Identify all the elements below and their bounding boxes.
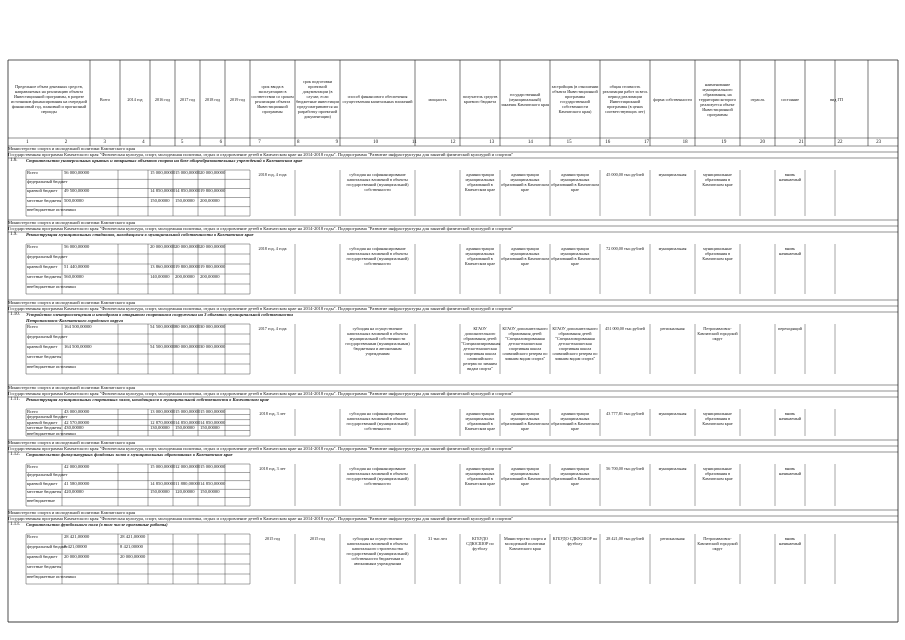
fin-source-label: внебюджетные источники bbox=[27, 574, 76, 579]
fin-source-label: краевой бюджет bbox=[27, 264, 58, 269]
program-row: Государственная программа Камчатского края "Физическая культура, спорт, молодежная политика, отдых и оздоровление детей в Камчатском крае на 2014-2018 годы". Подпрограмма "Развитие инфраструктуры для занятий физической культурой и спортом" bbox=[8, 226, 514, 231]
header-cell: 2019 год bbox=[229, 96, 246, 102]
header-cell: 2018 год bbox=[204, 96, 221, 102]
fin-2016-value: 130,00000 bbox=[150, 425, 170, 431]
cell-kind bbox=[806, 536, 834, 586]
cell-capacity bbox=[416, 326, 459, 376]
fin-2016-value: 150,00000 bbox=[150, 197, 170, 203]
fin-total-value: 51 440,00000 bbox=[64, 264, 90, 269]
header-cell: форма собственности bbox=[653, 96, 692, 102]
fin-source-label: краевой бюджет bbox=[27, 554, 58, 559]
column-number: 11 bbox=[411, 140, 417, 145]
header-cell: состояние bbox=[781, 96, 799, 102]
fin-source-label: федеральный бюджет bbox=[27, 254, 68, 259]
fin-total-value: 500,00000 bbox=[64, 197, 84, 203]
cell-industry bbox=[741, 326, 774, 376]
fin-2018-value: 14 850,00000 bbox=[200, 480, 226, 486]
cell-term: 2015 год bbox=[264, 536, 281, 541]
cell-industry bbox=[741, 466, 774, 508]
cell-cost: 56 700,00 тыс.рублей bbox=[606, 466, 644, 471]
fin-source-label: федеральный бюджет bbox=[27, 544, 68, 549]
header-cell: Предельное объем денежных средств, направляемых на реализацию объекта Инвестиционной программы, в разрезе источников финансирования на очередной финансовый год, плановый и прогнозный периоды bbox=[11, 84, 87, 114]
item-number: 1.12. bbox=[10, 452, 20, 457]
column-number: 15 bbox=[566, 140, 572, 145]
cell-state: вновь начинаемый bbox=[779, 411, 801, 421]
cell-recipient: администрации муниципальных образований в Камчатском крае bbox=[464, 466, 496, 486]
fin-source-label: местные бюджеты bbox=[27, 274, 62, 279]
column-number: 19 bbox=[721, 140, 727, 145]
program-row: Государственная программа Камчатского края "Физическая культура, спорт, молодежная политика, отдых и оздоровление детей в Камчатском крае на 2014-2018 годы". Подпрограмма "Развитие инфраструктуры для занятий физической культурой и спортом" bbox=[8, 152, 514, 157]
column-number: 2 bbox=[64, 140, 68, 145]
header-cell: 2017 год bbox=[179, 96, 196, 102]
cell-industry bbox=[741, 411, 774, 438]
fin-source-label: местные бюджеты bbox=[27, 354, 62, 359]
fin-2017-value: 14 850,00000 bbox=[175, 419, 201, 425]
cell-developer: администрации муниципальных образований в Камчатском крае bbox=[551, 172, 599, 192]
cell-capacity bbox=[416, 172, 459, 218]
fin-2016-value: 12 870,00000 bbox=[150, 419, 176, 425]
cell-kind bbox=[806, 411, 834, 438]
header-cell: вид ГП bbox=[830, 96, 843, 102]
fin-2018-value: 15 000,00000 bbox=[200, 464, 226, 469]
fin-source-label: местные бюджеты bbox=[27, 197, 62, 203]
column-number: 10 bbox=[373, 140, 379, 145]
cell-recipient: КГАОУ дополнительного образования детей "Специализированная детско-юношеская спортивная школа олимпийского резерва по зимним видам спорта" bbox=[461, 326, 501, 371]
fin-2016-value: 14 850,00000 bbox=[150, 480, 176, 486]
ministry-row: Министерство спорта и молодежной политики Камчатского края bbox=[8, 300, 136, 305]
fin-2016-value: 13 860,00000 bbox=[150, 264, 176, 269]
header-cell: мощность bbox=[428, 96, 447, 102]
cell-industry bbox=[741, 172, 774, 218]
column-number: 17 bbox=[643, 140, 649, 145]
column-number: 9 bbox=[335, 140, 339, 145]
header-cell: 2016 год bbox=[154, 96, 171, 102]
cell-prep bbox=[296, 466, 339, 508]
fin-source-label: местные бюджеты bbox=[27, 564, 62, 569]
fin-2018-value: 20 000,00000 bbox=[200, 244, 226, 249]
cell-customer: администрации муниципальных образований в Камчатском крае bbox=[501, 466, 549, 486]
fin-source-label: Всего bbox=[27, 534, 38, 539]
header-cell: срок ввода в эксплуатацию в соответствии со сроком реализации объекта Инвестиционной программы bbox=[251, 84, 294, 114]
object-title: Устройство электроосвещения и ипподрома в открытом спортивном сооружении на 3 объектах муниципальной собственности Петропавловск-Камчатского городского округа bbox=[26, 312, 293, 323]
fin-source-label: внебюджетные источники bbox=[27, 430, 76, 436]
fin-source-label: внебюджетные источники bbox=[27, 364, 76, 369]
cell-recipient: администрации муниципальных образований в Камчатском крае bbox=[464, 246, 496, 266]
cell-kind bbox=[806, 172, 834, 218]
cell-municipality: муниципальные образования в Камчатском крае bbox=[702, 411, 733, 426]
fin-2017-value: 80 000,00000 bbox=[175, 324, 201, 329]
cell-cost: 72 000,00 тыс.рублей bbox=[606, 246, 644, 251]
fin-source-label: федеральный бюджет bbox=[27, 472, 68, 478]
fin-total-value: 164 500,00000 bbox=[64, 344, 92, 349]
ministry-row: Министерство спорта и молодежной политики Камчатского края bbox=[8, 440, 136, 445]
fin-total-value: 56 000,00000 bbox=[64, 170, 90, 175]
cell-prep bbox=[296, 326, 339, 376]
fin-2016-value: 14 850,00000 bbox=[150, 188, 176, 194]
fin-source-label: Всего bbox=[27, 409, 38, 414]
fin-2017-value: 20 000,00000 bbox=[175, 244, 201, 249]
column-number: 4 bbox=[142, 140, 145, 145]
column-number: 1 bbox=[26, 140, 29, 145]
fin-2018-value: 30 000,00000 bbox=[200, 324, 226, 329]
cell-customer: администрации муниципальных образований в Камчатском крае bbox=[501, 411, 549, 431]
cell-state: вновь начинаемый bbox=[779, 536, 801, 546]
fin-2018-value: 150,00000 bbox=[200, 425, 220, 431]
column-number: 7 bbox=[258, 140, 261, 145]
cell-ownership: муниципальная bbox=[658, 172, 687, 177]
cell-ownership: муниципальная bbox=[658, 466, 687, 471]
cell-developer: администрации муниципальных образований в Камчатском крае bbox=[551, 411, 599, 431]
fin-2016-value: 140,00000 bbox=[150, 274, 170, 279]
cell-industry bbox=[741, 536, 774, 586]
cell-ownership: региональная bbox=[660, 536, 685, 541]
header-cell: застройщик (в отношении объекта Инвестиционной программы государственной собственности Камчатского края) bbox=[551, 84, 599, 114]
cell-customer: КГАОУ дополнительного образования детей "Специализированная детско-юношеская спортивная школа олимпийского резерва по зимним видам спорта" bbox=[502, 326, 548, 361]
column-number: 8 bbox=[296, 140, 300, 145]
fin-total-value: 41 580,00000 bbox=[64, 480, 90, 486]
cell-kind bbox=[806, 246, 834, 296]
cell-kind bbox=[806, 326, 834, 376]
cell-municipality: Петропавловск-Камчатский городской округ bbox=[697, 536, 738, 551]
fin-source-label: федеральный бюджет bbox=[27, 414, 68, 420]
fin-2018-value: 200,00000 bbox=[200, 274, 220, 279]
cell-developer: администрации муниципальных образований в Камчатском крае bbox=[551, 466, 599, 486]
column-number: 3 bbox=[103, 140, 106, 145]
cell-prep: 2015 год bbox=[309, 536, 326, 541]
cell-recipient: КГБУДО СДЮСШОР по футболу bbox=[466, 536, 494, 551]
fin-2018-value: 200,00000 bbox=[200, 197, 220, 203]
header-cell: Всего bbox=[99, 96, 111, 102]
fin-2017-value: 150,00000 bbox=[175, 425, 195, 431]
cell-method: субсидия на софинансирование капитальных вложений в объекты государственной (муниципальной) собственности bbox=[346, 172, 409, 192]
fin-total-value: 42 000,00000 bbox=[64, 464, 90, 469]
fin-source-label: федеральный бюджет bbox=[27, 334, 68, 339]
cell-state: вновь начинаемый bbox=[779, 246, 801, 256]
ministry-row: Министерство спорта и молодежной политики Камчатского края bbox=[8, 385, 136, 390]
cell-ownership: региональная bbox=[660, 326, 685, 331]
fin-total-value: 42 570,00000 bbox=[64, 419, 90, 425]
cell-cost: 43 777,81 тыс.рублей bbox=[606, 411, 644, 416]
item-number: 1.11. bbox=[10, 397, 20, 402]
fin-source-label: Всего bbox=[27, 170, 38, 175]
cell-recipient: администрации муниципальных образований в Камчатском крае bbox=[464, 411, 496, 431]
column-number: 20 bbox=[760, 140, 766, 145]
fin-2017-value: 12 000,00000 bbox=[175, 464, 201, 469]
fin-source-label: краевой бюджет bbox=[27, 188, 58, 194]
fin-total-value: 43 000,00000 bbox=[64, 409, 90, 414]
cell-municipality: Петропавловск-Камчатский городской округ bbox=[697, 326, 738, 341]
fin-2018-value: 19 800,00000 bbox=[200, 264, 226, 269]
cell-cost: 451 000,00 тыс.рублей bbox=[605, 326, 645, 331]
cell-municipality: муниципальные образования в Камчатском крае bbox=[702, 246, 733, 261]
fin-2018-value: 30 000,00000 bbox=[200, 344, 226, 349]
header-cell: государственный (муниципальный) заказчик Камчатского края bbox=[501, 91, 549, 107]
item-number: 1.13. bbox=[10, 522, 20, 527]
fin-total-value: 560,00000 bbox=[64, 274, 84, 279]
cell-municipality: муниципальные образования в Камчатском крае bbox=[702, 172, 733, 187]
fin-2018-value: 20 000,00000 bbox=[200, 170, 226, 175]
fin-2016-value: 20 000,00000 bbox=[150, 244, 176, 249]
cell-capacity bbox=[416, 466, 459, 508]
cell-state: вновь начинаемый bbox=[779, 172, 801, 182]
program-row: Государственная программа Камчатского края "Физическая культура, спорт, молодежная политика, отдых и оздоровление детей в Камчатском крае на 2014-2018 годы". Подпрограмма "Развитие инфраструктуры для занятий физической культурой и спортом" bbox=[8, 516, 514, 521]
cell-term: 2018 год, 4 года bbox=[258, 172, 287, 177]
cell-term: 2018 год, 4 года bbox=[258, 246, 287, 251]
cell-prep bbox=[296, 246, 339, 296]
column-number: 13 bbox=[489, 140, 495, 145]
ministry-row: Министерство спорта и молодежной политики Камчатского края bbox=[8, 510, 136, 515]
fin-source-label: краевой бюджет bbox=[27, 480, 58, 486]
column-number: 6 bbox=[219, 140, 223, 145]
header-cell: общая стоимость реализации работ за весь период реализации Инвестиционной программы (в ценах соответствующих лет) bbox=[602, 84, 648, 114]
fin-total-value: 20 000,00000 bbox=[64, 554, 90, 559]
fin-2016-value: 54 500,00000 bbox=[150, 324, 176, 329]
fin-source-label: Всего bbox=[27, 464, 38, 469]
cell-developer: администрации муниципальных образований в Камчатском крае bbox=[551, 246, 599, 266]
fin-total-value: 164 500,00000 bbox=[64, 324, 92, 329]
cell-customer: Министерство спорта и молодежной политики Камчатского края bbox=[503, 536, 547, 551]
fin-total-value: 49 500,00000 bbox=[64, 188, 90, 194]
cell-method: субсидия на софинансирование капитальных вложений в объекты государственной (муниципальной) собственности bbox=[346, 246, 409, 266]
ministry-row: Министерство спорта и молодежной политики Камчатского края bbox=[8, 146, 136, 151]
column-number: 5 bbox=[180, 140, 184, 145]
fin-source-label: местные бюджеты bbox=[27, 425, 62, 431]
fin-2014-value: 20 000,00000 bbox=[120, 554, 146, 559]
header-cell: срок подготовки проектной документации (в случае, если бюджетные инвестиции предусматриваются на разработку проектной документации) bbox=[296, 79, 339, 119]
cell-method: субсидия на осуществление капитальных вложений в объекты капитального строительства государственной (муниципальной) собственности бюджетным и автономным учреждениям bbox=[346, 536, 409, 566]
column-number: 23 bbox=[876, 140, 882, 145]
fin-source-label: Всего bbox=[27, 244, 38, 249]
fin-source-label: внебюджетные источники bbox=[27, 206, 76, 212]
cell-kind bbox=[806, 466, 834, 508]
cell-method: субсидия на софинансирование капитальных вложений в объекты государственной (муниципальной) собственности bbox=[346, 411, 409, 431]
cell-term: 2018 год, 3 лет bbox=[259, 411, 286, 416]
fin-source-label: краевой бюджет bbox=[27, 419, 58, 425]
fin-2014-value: 28 421,00000 bbox=[120, 534, 146, 539]
object-title: Строительство универсальных крытых и открытых объектов спорта на базе общеобразовательных учреждений в Камчатском крае bbox=[26, 158, 303, 163]
fin-total-value: 56 000,00000 bbox=[64, 244, 90, 249]
fin-total-value: 430,00000 bbox=[64, 425, 84, 431]
column-number: 14 bbox=[527, 140, 533, 145]
fin-2017-value: 15 000,00000 bbox=[175, 170, 201, 175]
cell-prep bbox=[296, 172, 339, 218]
cell-state: переходящий bbox=[778, 326, 802, 331]
fin-source-label: внебюджетные источники bbox=[27, 284, 76, 289]
program-row: Государственная программа Камчатского края "Физическая культура, спорт, молодежная политика, отдых и оздоровление детей в Камчатском крае на 2014-2018 годы". Подпрограмма "Развитие инфраструктуры для занятий физической культурой и спортом" bbox=[8, 446, 514, 451]
fin-source-label: федеральный бюджет bbox=[27, 179, 68, 185]
fin-2017-value: 80 000,00000 bbox=[175, 344, 201, 349]
cell-term: 2017 год, 4 года bbox=[258, 326, 287, 331]
cell-industry bbox=[741, 246, 774, 296]
program-row: Государственная программа Камчатского края "Физическая культура, спорт, молодежная политика, отдых и оздоровление детей в Камчатском крае на 2014-2018 годы". Подпрограмма "Развитие инфраструктуры для занятий физической культурой и спортом" bbox=[8, 391, 514, 396]
fin-2016-value: 15 000,00000 bbox=[150, 170, 176, 175]
cell-ownership: муниципальная bbox=[658, 246, 687, 251]
cell-capacity bbox=[416, 411, 459, 438]
column-number: 12 bbox=[450, 140, 456, 145]
fin-2017-value: 14 850,00000 bbox=[175, 188, 201, 194]
item-number: 1.9. bbox=[10, 232, 18, 237]
cell-prep bbox=[296, 411, 339, 438]
column-number: 18 bbox=[682, 140, 688, 145]
fin-2016-value: 13 000,00000 bbox=[150, 409, 176, 414]
fin-source-label: краевой бюджет bbox=[27, 344, 58, 349]
object-title: Реконструкция муниципальных стадионов, находящихся в муниципальной собственности в Камчатском крае bbox=[26, 232, 254, 237]
cell-capacity bbox=[416, 246, 459, 296]
fin-2017-value: 150,00000 bbox=[175, 197, 195, 203]
object-title: Строительство физкультурных фондовых залов в муниципальных образованиях в Камчатском крае bbox=[26, 452, 233, 457]
fin-2017-value: 200,00000 bbox=[175, 274, 195, 279]
item-number: 1.10. bbox=[10, 312, 20, 317]
cell-developer: КГАОУ дополнительного образования детей "Специализированная детско-юношеская спортивная школа олимпийского резерва по зимним видам спорта" bbox=[552, 326, 598, 361]
cell-recipient: администрации муниципальных образований в Камчатском крае bbox=[464, 172, 496, 192]
fin-2016-value: 54 500,00000 bbox=[150, 344, 176, 349]
header-cell: способ финансового обеспечения осуществления капитальных вложений bbox=[342, 94, 413, 104]
column-number: 21 bbox=[798, 140, 804, 145]
fin-2017-value: 19 800,00000 bbox=[175, 264, 201, 269]
fin-2018-value: 15 000,00000 bbox=[200, 409, 226, 414]
object-title: Строительство футбольного поля (в том числе проектные работы) bbox=[26, 522, 168, 527]
fin-2016-value: 15 000,00000 bbox=[150, 464, 176, 469]
fin-2017-value: 120,00000 bbox=[175, 489, 195, 495]
program-row: Государственная программа Камчатского края "Физическая культура, спорт, молодежная политика, отдых и оздоровление детей в Камчатском крае на 2014-2018 годы". Подпрограмма "Развитие инфраструктуры для занятий физической культурой и спортом" bbox=[8, 306, 514, 311]
fin-total-value: 420,00000 bbox=[64, 489, 84, 495]
header-cell: 2014 год bbox=[127, 96, 143, 102]
fin-source-label: местные бюджеты bbox=[27, 489, 62, 495]
fin-source-label: внебюджетные bbox=[27, 497, 55, 503]
fin-2016-value: 150,00000 bbox=[150, 489, 170, 495]
fin-2018-value: 14 850,00000 bbox=[200, 419, 226, 425]
fin-2018-value: 150,00000 bbox=[200, 489, 220, 495]
fin-total-value: 28 421,00000 bbox=[64, 534, 90, 539]
column-number: 22 bbox=[837, 140, 843, 145]
item-number: 1.6. bbox=[10, 158, 18, 163]
object-title: Реконструкция муниципальных спортивных залов, находящихся в муниципальной собственности в Камчатском крае bbox=[26, 397, 269, 402]
cell-capacity: 31 тыс.чел bbox=[428, 536, 447, 541]
cell-developer: КГБУДО СДЮСШОР по футболу bbox=[552, 536, 598, 546]
cell-state: вновь начинаемый bbox=[779, 466, 801, 476]
column-number: 16 bbox=[605, 140, 611, 145]
fin-total-value: 8 421,00000 bbox=[64, 544, 87, 549]
cell-municipality: муниципальные образования в Камчатском крае bbox=[702, 466, 733, 481]
cell-customer: администрации муниципальных образований в Камчатском крае bbox=[501, 172, 549, 192]
fin-source-label: Всего bbox=[27, 324, 38, 329]
ministry-row: Министерство спорта и молодежной политики Камчатского края bbox=[8, 220, 136, 225]
cell-term: 2018 год, 3 лет bbox=[259, 466, 286, 471]
fin-2017-value: 15 000,00000 bbox=[175, 409, 201, 414]
cell-method: субсидия на осуществление капитальных вложений в объекты муниципальной собственности государственным (муниципальным) бюджетным и автономным учреждениям bbox=[345, 326, 410, 356]
header-cell: получатель средств краевого бюджета bbox=[462, 94, 498, 104]
fin-2014-value: 8 421,00000 bbox=[120, 544, 143, 549]
header-cell: отрасль bbox=[750, 96, 765, 102]
cell-cost: 28 421,00 тыс.рублей bbox=[606, 536, 644, 541]
cell-cost: 45 000,00 тыс.рублей bbox=[606, 172, 644, 177]
fin-2017-value: 11 880,00000 bbox=[175, 480, 201, 486]
cell-customer: администрации муниципальных образований в Камчатском крае bbox=[501, 246, 549, 266]
cell-ownership: муниципальная bbox=[658, 411, 687, 416]
fin-2018-value: 19 800,00000 bbox=[200, 188, 226, 194]
cell-method: субсидия на софинансирование капитальных вложений в объекты государственной (муниципальной) собственности bbox=[346, 466, 409, 486]
header-cell: наименование муниципального образования, на территории которого реализуется объект Инвестиционной программы bbox=[698, 81, 737, 117]
